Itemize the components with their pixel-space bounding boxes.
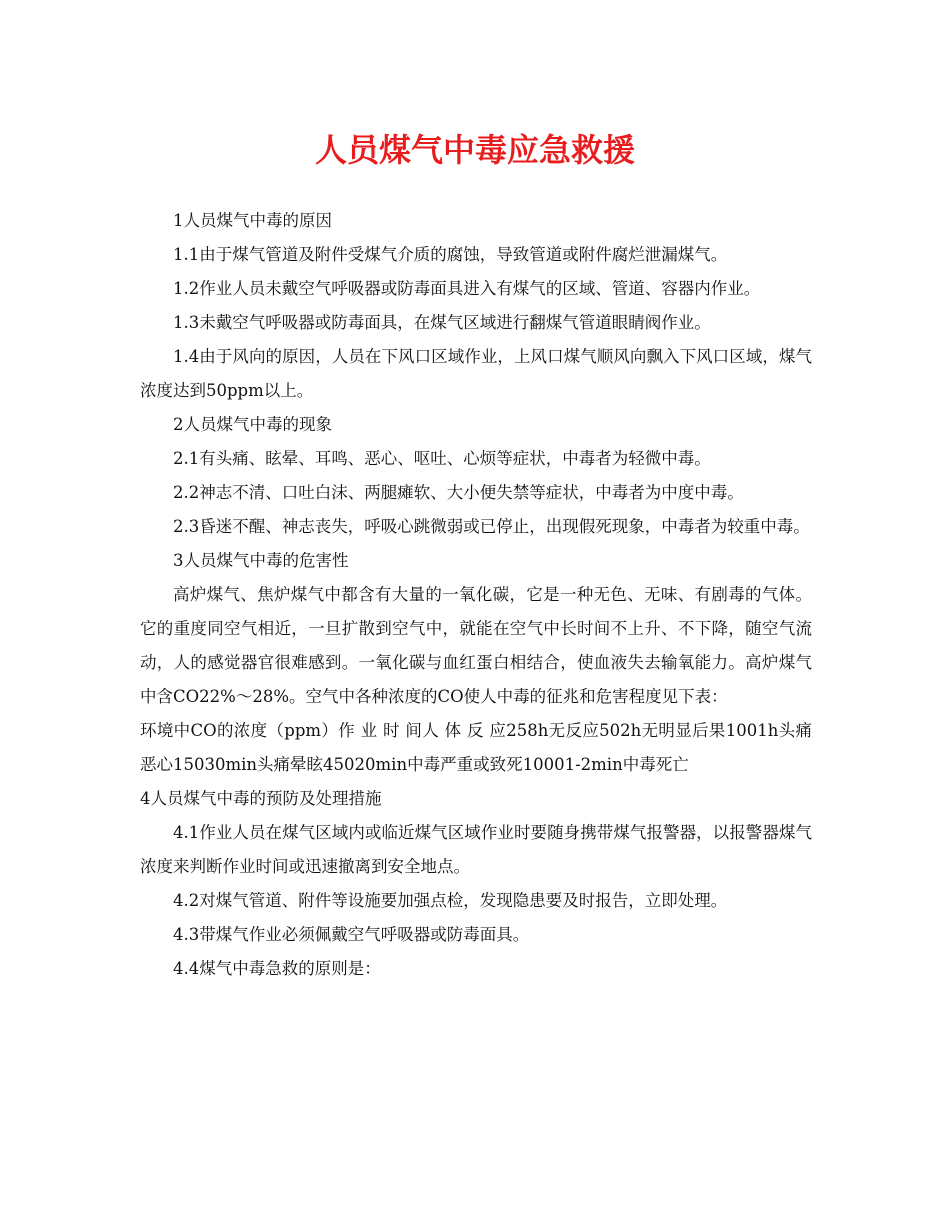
body-paragraph: 2人员煤气中毒的现象	[173, 415, 332, 434]
body-paragraph: 高炉煤气、焦炉煤气中都含有大量的一氧化碳，它是一种无色、无味、有剧毒的气体。它的重度同空气相近，一旦扩散到空气中，就能在空气中长时间不上升、不下降，随空气流动，人的感觉器官很难感到。一氧化碳与血红蛋白相结合，使血液失去输氧能力。高炉煤气中含CO22%～28%。空气中各种浓度的CO使人中毒的征兆和危害程度见下表：	[140, 585, 812, 706]
body-paragraph: 环境中CO的浓度（ppm）作 业 时 间人 体 反 应258h无反应502h无明显后果1001h头痛恶心15030min头痛晕眩45020min中毒严重或致死10001-2min中毒死亡	[140, 721, 812, 774]
body-paragraph: 4.1作业人员在煤气区域内或临近煤气区域作业时要随身携带煤气报警器，以报警器煤气浓度来判断作业时间或迅速撤离到安全地点。	[140, 823, 812, 876]
body-paragraph: 1.4由于风向的原因，人员在下风口区域作业，上风口煤气顺风向飘入下风口区域，煤气浓度达到50ppm以上。	[140, 347, 812, 400]
body-paragraph: 2.3昏迷不醒、神志丧失，呼吸心跳微弱或已停止，出现假死现象，中毒者为较重中毒。	[173, 517, 810, 536]
body-paragraph: 3人员煤气中毒的危害性	[173, 551, 349, 570]
body-paragraph: 2.1有头痛、眩晕、耳鸣、恶心、呕吐、心烦等症状，中毒者为轻微中毒。	[173, 449, 711, 468]
body-paragraph: 1人员煤气中毒的原因	[173, 211, 332, 230]
body-paragraph: 1.1由于煤气管道及附件受煤气介质的腐蚀，导致管道或附件腐烂泄漏煤气。	[173, 245, 728, 264]
body-paragraph: 1.3未戴空气呼吸器或防毒面具，在煤气区域进行翻煤气管道眼睛阀作业。	[173, 313, 711, 332]
body-paragraph: 4.4煤气中毒急救的原则是：	[173, 959, 381, 978]
document-title: 人员煤气中毒应急救援	[314, 131, 635, 169]
body-paragraph: 4.2对煤气管道、附件等设施要加强点检，发现隐患要及时报告，立即处理。	[173, 891, 728, 910]
document-body	[140, 204, 812, 986]
body-paragraph: 4.3带煤气作业必须佩戴空气呼吸器或防毒面具。	[173, 925, 530, 944]
body-paragraph: 1.2作业人员未戴空气呼吸器或防毒面具进入有煤气的区域、管道、容器内作业。	[173, 279, 761, 298]
body-paragraph: 4人员煤气中毒的预防及处理措施	[140, 789, 382, 808]
body-paragraph: 2.2神志不清、口吐白沫、两腿瘫软、大小便失禁等症状，中毒者为中度中毒。	[173, 483, 744, 502]
